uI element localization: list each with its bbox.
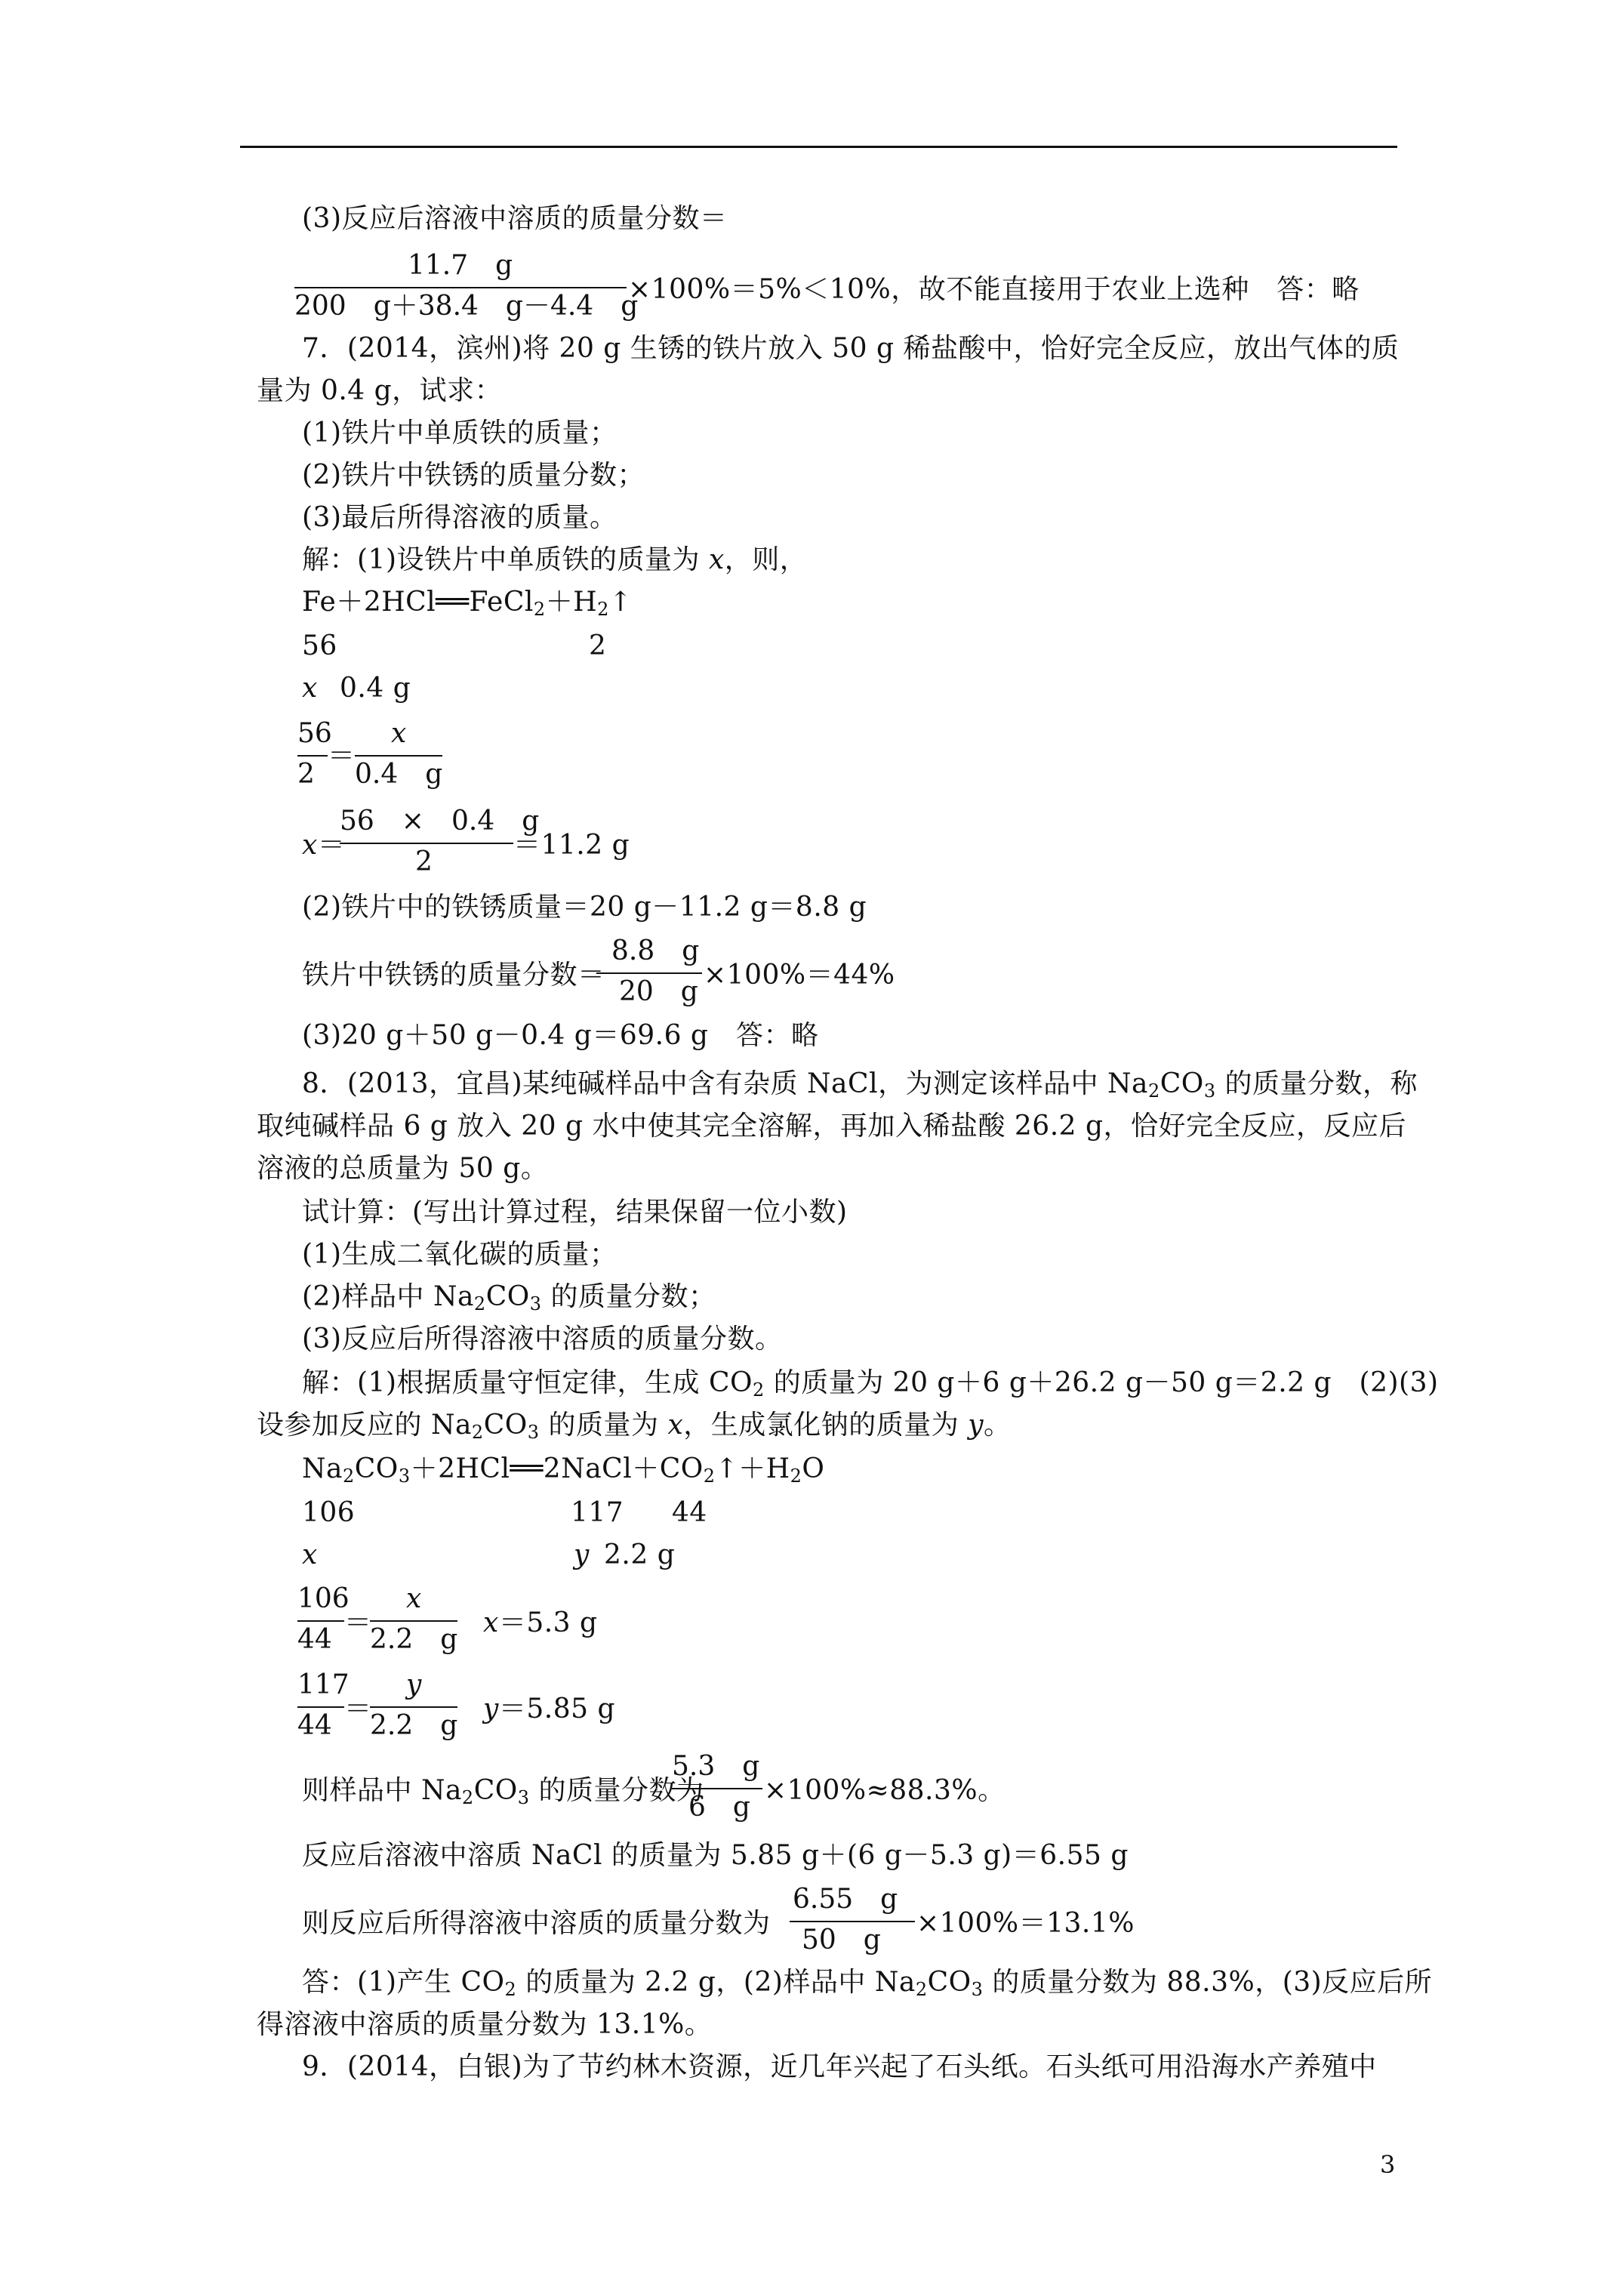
fraction-denominator: 50 g — [802, 1925, 881, 1955]
text-line: y＝5.85 g — [483, 1693, 615, 1724]
text-line: 取纯碱样品 6 g 放入 20 g 水中使其完全溶解，再加入稀盐酸 26.2 g，恰好完全反应，反应后 — [257, 1111, 1407, 1142]
text-line: 117 — [571, 1497, 624, 1528]
text-line: 则样品中 $Na_2CO_3$ 的质量分数为 — [302, 1775, 704, 1808]
equation-line: $Na_2CO_3+2HCl══2NaCl+CO_2↑+H_2O$ — [302, 1453, 825, 1487]
text-line: (1)铁片中单质铁的质量； — [302, 418, 617, 448]
fraction-denominator: 2 — [415, 846, 433, 877]
text-line: ×100%＝13.1% — [916, 1908, 1135, 1939]
text-line: (3)20 g＋50 g－0.4 g＝69.6 g 答：略 — [302, 1020, 819, 1051]
text-line: ＝ — [344, 1607, 372, 1638]
text-line: 0.4 g — [340, 673, 411, 704]
fraction-bar — [790, 1921, 915, 1922]
fraction-bar — [297, 1706, 344, 1708]
text-line: ＝11.2 g — [513, 830, 630, 861]
fraction-denominator: 6 g — [688, 1792, 750, 1823]
fraction-numerator: 11.7 g — [408, 250, 513, 281]
fraction-numerator: 8.8 g — [611, 935, 700, 966]
text-line: (3)反应后溶液中溶质的质量分数＝ — [302, 203, 728, 234]
text-line: 106 — [302, 1497, 356, 1528]
fraction-bar — [294, 287, 627, 288]
text-line: (3)反应后所得溶液中溶质的质量分数。 — [302, 1324, 783, 1354]
text-line: 56 — [302, 630, 337, 661]
fraction — [297, 1583, 350, 1658]
fraction-numerator: x — [391, 718, 407, 749]
text-line: 试计算：(写出计算过程，结果保留一位小数) — [302, 1197, 848, 1228]
fraction-denominator: 200 g＋38.4 g－4.4 g — [294, 291, 639, 322]
fraction-numerator: 106 — [297, 1583, 350, 1614]
text-line: 铁片中铁锈的质量分数＝ — [302, 960, 605, 991]
question-8: 8．(2013，宜昌)某纯碱样品中含有杂质 NaCl，为测定该样品中 $Na_2CO_3$ 的质量分数，称 — [302, 1068, 1418, 1102]
fraction — [596, 935, 702, 1010]
question-7: 7．(2014，滨州)将 20 g 生锈的铁片放入 50 g 稀盐酸中，恰好完全反应，放出气体的质 — [302, 333, 1400, 364]
text-line: ＝ — [328, 741, 356, 772]
text-line: (2)铁片中铁锈的质量分数； — [302, 460, 645, 491]
text-line: ＝ — [344, 1693, 372, 1724]
text-line: (3)最后所得溶液的质量。 — [302, 502, 617, 533]
header-rule — [240, 146, 1397, 148]
fraction-numerator: x — [406, 1583, 422, 1614]
fraction-bar — [672, 1788, 762, 1789]
text-line: ×100%≈88.3%。 — [764, 1775, 1006, 1806]
fraction — [370, 1669, 457, 1744]
fraction — [672, 1750, 762, 1826]
fraction-bar — [297, 755, 328, 757]
fraction-denominator: 2 — [297, 759, 315, 790]
fraction-numerator: 56 × 0.4 g — [340, 806, 540, 837]
fraction-bar — [596, 972, 702, 974]
fraction-denominator: 44 — [297, 1710, 332, 1741]
text-line: 2 — [589, 630, 607, 661]
fraction-numerator: y — [406, 1669, 422, 1700]
text-line: 量为 0.4 g，试求： — [257, 375, 503, 406]
text-line: x — [302, 673, 318, 704]
text-line: 溶液的总质量为 50 g。 — [257, 1153, 549, 1184]
fraction-denominator: 2.2 g — [370, 1710, 458, 1741]
text-line: y — [574, 1539, 590, 1570]
text-line: (1)生成二氧化碳的质量； — [302, 1239, 617, 1270]
fraction-denominator: 2.2 g — [370, 1624, 458, 1655]
fraction-bar — [370, 1620, 457, 1622]
text-line: 44 — [672, 1497, 707, 1528]
question-9: 9．(2014，白银)为了节约林木资源，近几年兴起了石头纸。石头纸可用沿海水产养殖中 — [302, 2051, 1377, 2082]
text-line: 2.2 g — [604, 1539, 676, 1570]
fraction-numerator: 56 — [297, 718, 332, 749]
text-line: 反应后溶液中溶质 NaCl 的质量为 5.85 g＋(6 g－5.3 g)＝6.55 g — [302, 1840, 1129, 1871]
fraction-denominator: 0.4 g — [355, 759, 443, 790]
fraction — [297, 717, 332, 793]
fraction — [370, 1583, 457, 1658]
fraction-denominator: 20 g — [619, 976, 698, 1007]
page-number: 3 — [1380, 2150, 1396, 2179]
text-line: (2)样品中 $Na_2CO_3$ 的质量分数； — [302, 1281, 716, 1314]
fraction — [294, 249, 639, 325]
text-line: x＝ — [302, 830, 346, 861]
text-line: 得溶液中溶质的质量分数为 13.1%。 — [257, 2009, 713, 2040]
fraction — [790, 1883, 915, 1959]
fraction — [355, 717, 442, 793]
solution-line: 解：(1)根据质量守恒定律，生成 $CO_2$ 的质量为 20 g＋6 g＋26.2 g－50 g＝2.2 g (2)(3) — [302, 1367, 1439, 1401]
solution-line: 解：(1)设铁片中单质铁的质量为 x，则， — [302, 544, 808, 575]
text-line: x — [302, 1539, 318, 1570]
fraction-bar — [297, 1620, 344, 1622]
text-line: 则反应后所得溶液中溶质的质量分数为 — [302, 1908, 771, 1939]
fraction-numerator: 5.3 g — [672, 1751, 760, 1782]
fraction-numerator: 6.55 g — [793, 1884, 898, 1915]
text-line: x＝5.3 g — [483, 1607, 598, 1638]
fraction — [340, 805, 540, 880]
text-line: (2)铁片中的铁锈质量＝20 g－11.2 g＝8.8 g — [302, 892, 867, 923]
fraction-bar — [355, 755, 442, 757]
fraction-bar — [370, 1706, 457, 1708]
fraction-bar — [340, 843, 513, 844]
text-line: 设参加反应的 $Na_2CO_3$ 的质量为 x，生成氯化钠的质量为 y。 — [257, 1410, 1012, 1443]
equation-line: $Fe+2HCl══FeCl_2+H_2↑$ — [302, 587, 633, 620]
fraction-denominator: 44 — [297, 1624, 332, 1655]
answer-line: 答：(1)产生 $CO_2$ 的质量为 2.2 g，(2)样品中 $Na_2CO_3$ 的质量分数为 88.3%，(3)反应后所 — [302, 1967, 1433, 2000]
text-line: ×100%＝44% — [704, 960, 895, 991]
fraction — [297, 1669, 350, 1744]
fraction-numerator: 117 — [297, 1669, 350, 1700]
text-line: ×100%＝5%＜10%，故不能直接用于农业上选种 答：略 — [628, 274, 1360, 305]
